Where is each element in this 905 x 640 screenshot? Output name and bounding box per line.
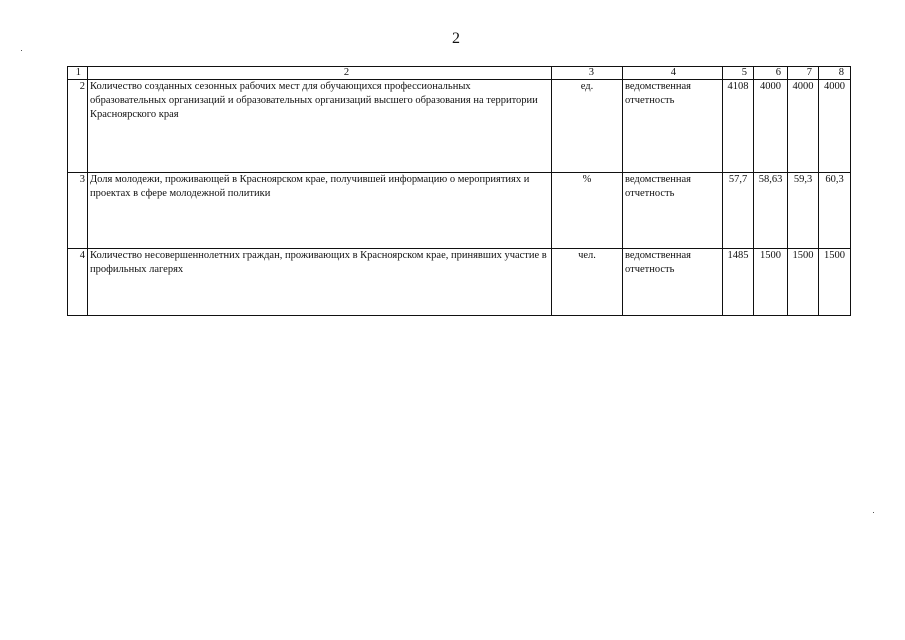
indicator-name: Доля молодежи, проживающей в Красноярском крае, получившей информацию о мероприятиях и проектах в сфере молодежной политики	[88, 173, 552, 249]
unit: %	[552, 173, 623, 249]
page-number: 2	[452, 30, 460, 47]
value-col-5: 4108	[723, 80, 754, 173]
value-col-6: 1500	[754, 249, 788, 316]
header-cell: 3	[552, 67, 623, 80]
scan-speck	[873, 512, 874, 513]
header-cell: 7	[788, 67, 819, 80]
value-col-8: 60,3	[819, 173, 851, 249]
table-row	[68, 249, 851, 316]
value-col-5: 1485	[723, 249, 754, 316]
table-row	[68, 80, 851, 173]
header-cell: 8	[819, 67, 851, 80]
value-col-7: 1500	[788, 249, 819, 316]
value-col-8: 4000	[819, 80, 851, 173]
scan-speck	[21, 50, 22, 51]
value-col-6: 4000	[754, 80, 788, 173]
unit: ед.	[552, 80, 623, 173]
indicator-name: Количество созданных сезонных рабочих мест для обучающихся профессиональных образовательных организаций и образовательных организаций высшего образования на территории Красноярского края	[88, 80, 552, 173]
row-number: 4	[68, 249, 88, 316]
unit: чел.	[552, 249, 623, 316]
header-cell: 5	[723, 67, 754, 80]
header-cell: 6	[754, 67, 788, 80]
data-source: ведомственная отчетность	[623, 80, 723, 173]
indicator-name: Количество несовершеннолетних граждан, проживающих в Красноярском крае, принявших участие в профильных лагерях	[88, 249, 552, 316]
header-cell: 1	[68, 67, 88, 80]
row-number: 3	[68, 173, 88, 249]
header-cell: 4	[623, 67, 723, 80]
data-source: ведомственная отчетность	[623, 173, 723, 249]
table-row	[68, 173, 851, 249]
value-col-8: 1500	[819, 249, 851, 316]
header-cell: 2	[88, 67, 552, 80]
data-source: ведомственная отчетность	[623, 249, 723, 316]
header-row	[68, 67, 851, 80]
value-col-7: 59,3	[788, 173, 819, 249]
value-col-6: 58,63	[754, 173, 788, 249]
indicators-table	[67, 66, 851, 316]
value-col-5: 57,7	[723, 173, 754, 249]
value-col-7: 4000	[788, 80, 819, 173]
row-number: 2	[68, 80, 88, 173]
